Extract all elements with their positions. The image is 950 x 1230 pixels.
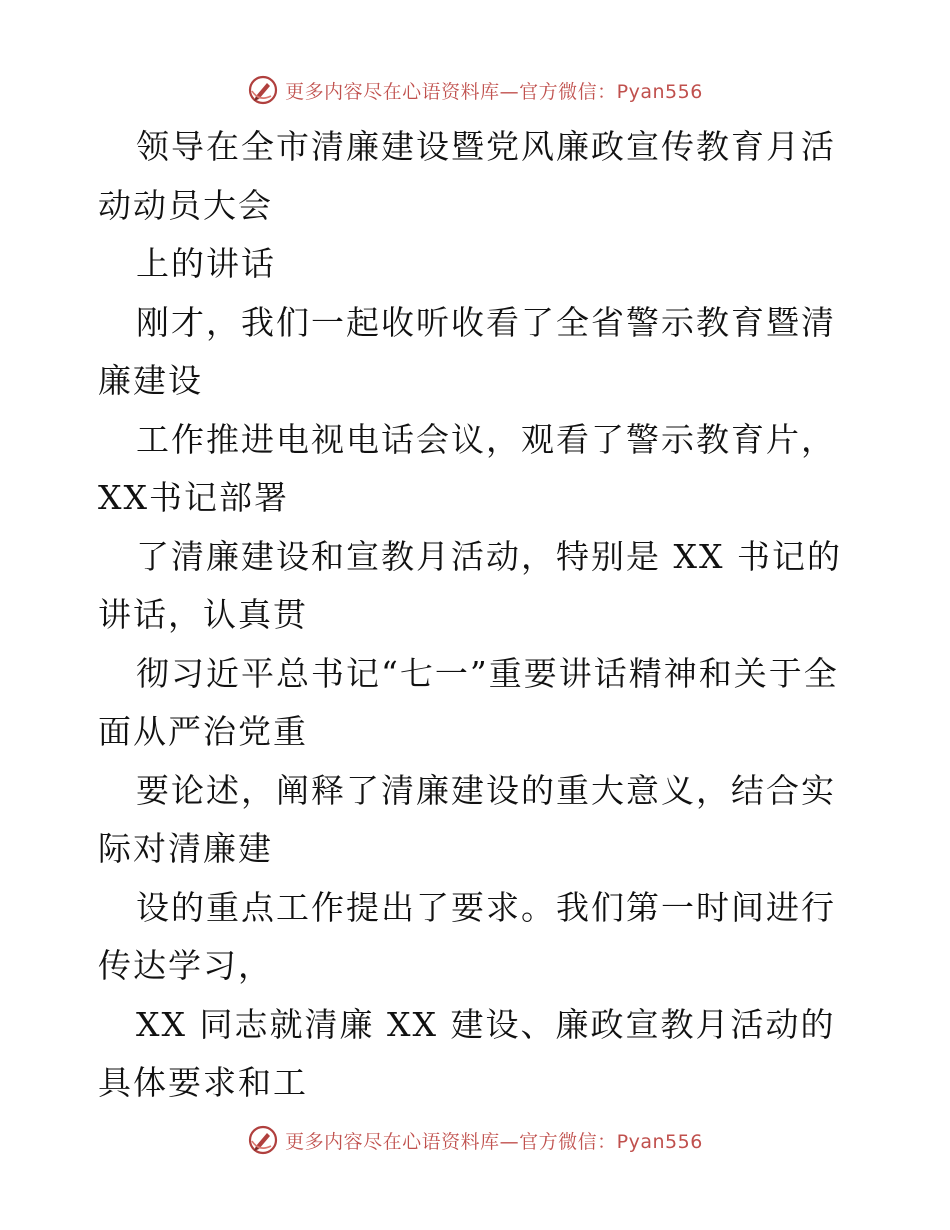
paragraph-line: 上的讲话 xyxy=(136,244,276,283)
watermark-text: 更多内容尽在心语资料库—官方微信：Pyan556 xyxy=(285,1130,703,1153)
pen-logo-icon xyxy=(247,1124,279,1156)
paragraph-line: 刚才，我们一起收听收看了全省警示教育暨清廉建设 xyxy=(98,302,836,400)
header-watermark xyxy=(0,70,950,110)
paragraph-line: 要论述，阐释了清廉建设的重大意义，结合实际对清廉建 xyxy=(98,770,836,868)
document-body xyxy=(98,118,858,1113)
watermark-text: 更多内容尽在心语资料库—官方微信：Pyan556 xyxy=(285,80,703,103)
paragraph-line: 彻习近平总书记“七一”重要讲话精神和关于全面从严治党重 xyxy=(98,653,839,751)
paragraph-line: 设的重点工作提出了要求。我们第一时间进行传达学习， xyxy=(98,887,836,985)
footer-watermark xyxy=(0,1120,950,1160)
paragraph-line: 工作推进电视电话会议，观看了警示教育片，XX书记部署 xyxy=(98,419,836,517)
paragraph-line: 了清廉建设和宣教月活动，特别是 XX 书记的讲话，认真贯 xyxy=(98,536,842,634)
paragraph-line: XX 同志就清廉 XX 建设、廉政宣教月活动的具体要求和工 xyxy=(98,1004,836,1102)
pen-logo-icon xyxy=(247,74,279,106)
paragraph-line: 领导在全市清廉建设暨党风廉政宣传教育月活动动员大会 xyxy=(98,127,836,225)
